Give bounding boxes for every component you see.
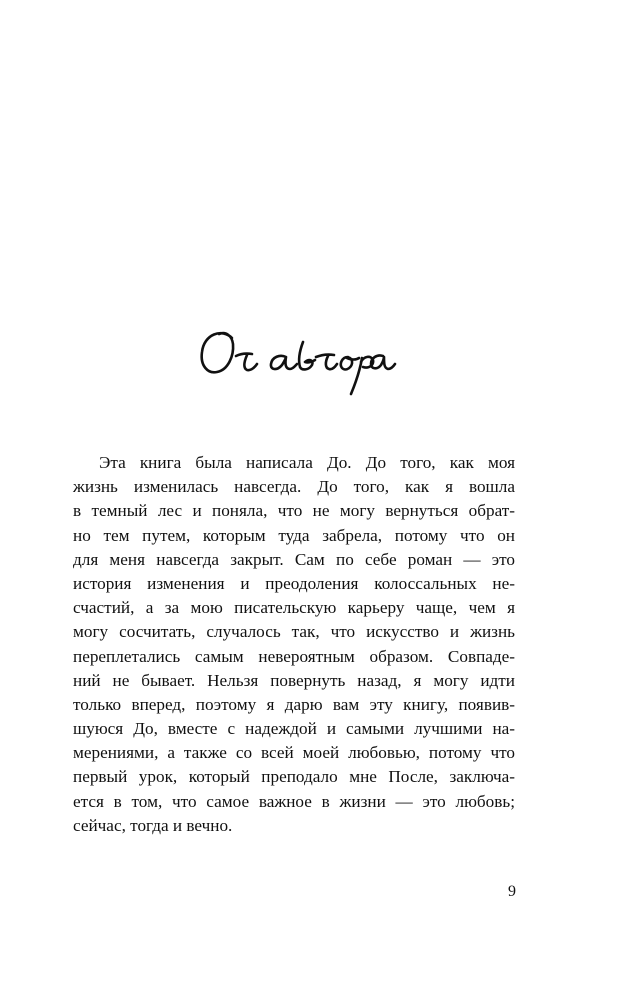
text-line: в темный лес и поняла, что не могу вернуться обрат- [73,501,515,521]
script-letter-a-final [371,355,395,369]
text-line: могу сосчитать, случалось так, что искусство и жизнь [73,622,515,642]
text-line: переплетались самым невероятным образом. Совпаде- [73,646,515,666]
script-letter-a [271,356,297,369]
text-line: Эта книга была написала До. До того, как моя [99,453,515,472]
text-line: для меня навсегда закрыт. Сам по себе роман — это [73,549,515,569]
author-foreword-paragraph [73,451,515,838]
text-line: мерениями, а также со всей моей любовью, потому что [73,743,515,763]
page-number: 9 [508,883,516,900]
text-line: шуюся До, вместе с надеждой и самыми лучшими на- [73,719,515,739]
script-letter-v [299,342,315,369]
text-line: счастий, а за мою писательскую карьеру чаще, чем я [73,598,515,618]
text-line: сейчас, тогда и вечно. [73,815,233,835]
text-line: история изменения и преодоления колоссальных не- [73,573,515,593]
chapter-heading [0,300,620,400]
text-line: ется в том, что самое важное в жизни — это любовь; [73,791,515,811]
script-letter-t-1 [236,354,257,371]
script-letter-o [341,357,359,369]
script-letter-t-2 [316,355,337,370]
script-letter-o-capital [202,333,233,372]
text-line: жизнь изменилась навсегда. До того, как я вошла [73,477,515,497]
chapter-heading-script-glyphs [0,300,620,400]
text-line: но тем путем, которым туда забрела, потому что он [73,525,515,545]
text-line: первый урок, который преподало мне После, заключа- [73,767,515,787]
script-letter-r [351,357,373,394]
text-line: ний не бывает. Нельзя повернуть назад, я могу идти [73,670,515,690]
text-line: только вперед, поэтому я дарю вам эту книгу, появив- [73,694,515,714]
